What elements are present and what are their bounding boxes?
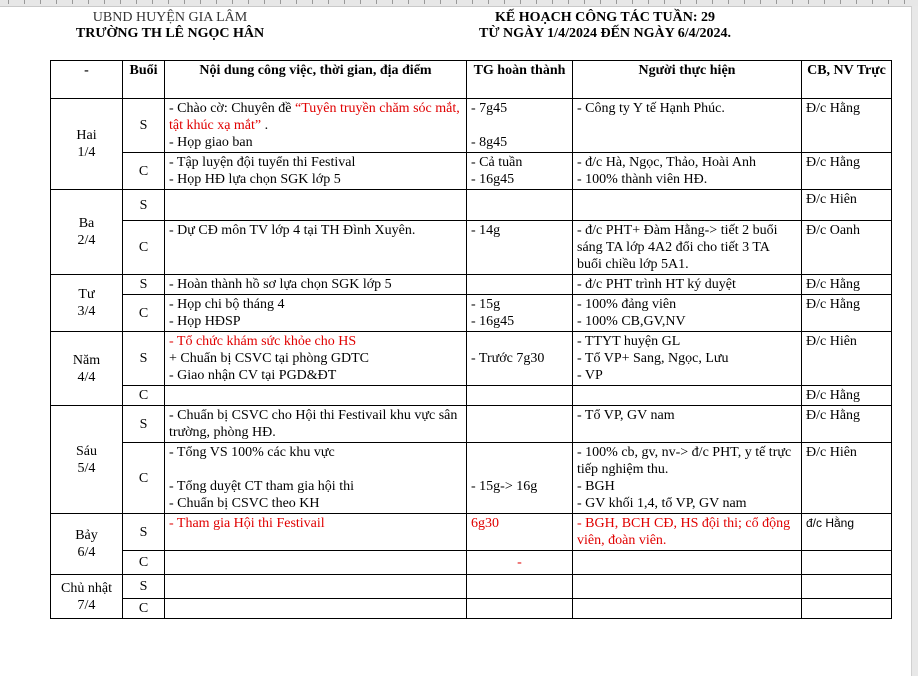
ruler-tick	[264, 0, 265, 4]
table-row	[51, 386, 892, 406]
person-cell: - Tổ VP, GV nam	[573, 406, 802, 443]
page-margin	[911, 6, 918, 676]
person-cell: - BGH, BCH CĐ, HS đội thi; cổ động viên, đoàn viên.	[573, 514, 802, 551]
person-text: - 100% đảng viên	[577, 297, 677, 312]
time-text: - Cả tuần	[471, 155, 523, 170]
col-header-time: TG hoàn thành	[467, 61, 573, 99]
duty-cell: Đ/c Hiên	[802, 443, 892, 514]
day-cell-monday	[51, 99, 123, 190]
ruler-tick	[120, 0, 121, 4]
district-name: UBND HUYỆN GIA LÂM	[92, 10, 248, 25]
ruler-tick	[504, 0, 505, 4]
plan-dates: TỪ NGÀY 1/4/2024 ĐẾN NGÀY 6/4/2024.	[479, 26, 731, 41]
ruler-tick	[536, 0, 537, 4]
person-text: - 100% CB,GV,NV	[577, 314, 686, 329]
ruler-tick	[456, 0, 457, 4]
table-row	[51, 514, 892, 551]
content-text: + Chuẩn bị CSVC tại phòng GDTC	[169, 351, 370, 366]
ruler-tick	[392, 0, 393, 4]
time-cell	[467, 153, 573, 190]
ruler-tick	[72, 0, 73, 4]
table-row	[51, 443, 892, 514]
content-text: - Tập luyện đội tuyển thi Festival	[169, 155, 356, 170]
table-header-row	[51, 61, 892, 99]
time-cell: - Trước 7g30	[467, 332, 573, 386]
person-cell	[573, 332, 802, 386]
ruler-tick	[808, 0, 809, 4]
person-cell	[573, 153, 802, 190]
ruler-tick	[472, 0, 473, 4]
content-cell	[165, 599, 467, 619]
day-name: Năm	[72, 352, 101, 368]
time-cell	[467, 599, 573, 619]
table-row	[51, 551, 892, 575]
person-text: - Tổ VP+ Sang, Ngọc, Lưu	[577, 351, 729, 366]
person-cell: - Công ty Y tế Hạnh Phúc.	[573, 99, 802, 153]
session-cell: S	[123, 99, 165, 153]
col-header-content: Nội dung công việc, thời gian, địa điểm	[165, 61, 467, 99]
content-text: - Họp giao ban	[169, 135, 253, 150]
content-cell	[165, 575, 467, 599]
session-cell: S	[123, 575, 165, 599]
duty-cell: Đ/c Hằng	[802, 99, 892, 153]
duty-cell: Đ/c Hằng	[802, 406, 892, 443]
col-header-duty: CB, NV Trực	[802, 61, 892, 99]
ruler-tick	[840, 0, 841, 4]
topic-highlight: “Tuyên truyền chăm sóc mắt, tật khúc xạ mắt”	[169, 101, 460, 133]
content-text: - Tổng duyệt CT tham gia hội thi	[169, 479, 354, 494]
ruler-tick	[424, 0, 425, 4]
time-cell	[467, 275, 573, 295]
ruler-tick	[888, 0, 889, 4]
content-text: - Tổng VS 100% các khu vực	[169, 445, 335, 460]
ruler-tick	[792, 0, 793, 4]
time-cell	[467, 575, 573, 599]
session-cell: C	[123, 551, 165, 575]
day-name: Hai	[76, 128, 97, 143]
duty-cell: Đ/c Hằng	[802, 275, 892, 295]
ruler-tick	[760, 0, 761, 4]
time-cell	[467, 406, 573, 443]
day-date: 4/4	[77, 369, 96, 385]
session-cell: S	[123, 332, 165, 386]
table-row	[51, 190, 892, 221]
person-text: - 100% cb, gv, nv-> đ/c PHT, y tế trực tiếp nghiệm thu.	[577, 445, 792, 477]
ruler-tick	[24, 0, 25, 4]
plan-title: KẾ HOẠCH CÔNG TÁC TUẦN: 29	[494, 10, 715, 25]
person-text: - TTYT huyện GL	[577, 334, 681, 349]
content-cell	[165, 443, 467, 514]
content-text: - Giao nhận CV tại PGD&ĐT	[169, 368, 337, 383]
ruler-tick	[88, 0, 89, 4]
day-cell-tuesday	[51, 190, 123, 275]
ruler-tick	[40, 0, 41, 4]
session-cell: C	[123, 599, 165, 619]
ruler-tick	[104, 0, 105, 4]
ruler-tick	[744, 0, 745, 4]
session-cell: S	[123, 275, 165, 295]
person-text: - đ/c Hà, Ngọc, Thảo, Hoài Anh	[577, 155, 756, 170]
day-name: Sáu	[76, 443, 97, 459]
ruler-tick	[152, 0, 153, 4]
content-cell	[165, 99, 467, 153]
ruler-tick	[136, 0, 137, 4]
table-row	[51, 153, 892, 190]
ruler-tick	[600, 0, 601, 4]
day-cell-saturday	[51, 514, 123, 575]
session-cell: S	[123, 406, 165, 443]
ruler-tick	[328, 0, 329, 4]
ruler-tick	[904, 0, 905, 4]
time-text: - 16g45	[471, 172, 515, 187]
session-cell: S	[123, 514, 165, 551]
content-cell: - Tham gia Hội thi Festivail	[165, 514, 467, 551]
day-cell-wednesday	[51, 275, 123, 332]
day-name: Bảy	[75, 528, 98, 543]
table-row	[51, 332, 892, 386]
content-text: - Họp HĐ lựa chọn SGK lớp 5	[169, 172, 341, 187]
ruler-tick	[680, 0, 681, 4]
ruler-tick	[488, 0, 489, 4]
ruler-tick	[344, 0, 345, 4]
content-text: .	[261, 118, 269, 133]
time-text: - 7g45	[471, 101, 508, 116]
content-text: - Họp chi bộ tháng 4	[169, 297, 285, 312]
time-cell	[467, 443, 573, 514]
person-cell	[573, 575, 802, 599]
person-text: - BGH	[577, 479, 615, 494]
ruler-tick	[824, 0, 825, 4]
ruler-tick	[312, 0, 313, 4]
content-cell	[165, 386, 467, 406]
person-cell: - đ/c PHT+ Đàm Hằng-> tiết 2 buổi sáng TA lớp 4A2 đổi cho tiết 3 TA buổi chiều lớp 5A1.	[573, 221, 802, 275]
person-cell	[573, 386, 802, 406]
ruler-tick	[856, 0, 857, 4]
content-cell: - Dự CĐ môn TV lớp 4 tại TH Đình Xuyên.	[165, 221, 467, 275]
ruler-tick	[248, 0, 249, 4]
day-date: 6/4	[77, 545, 96, 560]
session-cell: C	[123, 221, 165, 275]
time-cell	[467, 295, 573, 332]
content-text: - Chuẩn bị CSVC theo KH	[169, 496, 320, 511]
ruler-tick	[200, 0, 201, 4]
content-text: - Chào cờ: Chuyên đề	[169, 101, 295, 116]
session-cell: S	[123, 190, 165, 221]
time-cell: -	[467, 551, 573, 575]
day-name: Chủ nhật	[61, 580, 112, 596]
table-row	[51, 295, 892, 332]
ruler-tick	[872, 0, 873, 4]
ruler-tick	[696, 0, 697, 4]
duty-cell	[802, 575, 892, 599]
session-cell: C	[123, 386, 165, 406]
day-cell-sunday	[51, 575, 123, 619]
day-cell-friday	[51, 406, 123, 514]
content-cell: - Chuẩn bị CSVC cho Hội thi Festivail khu vực sân trường, phòng HĐ.	[165, 406, 467, 443]
ruler-tick	[616, 0, 617, 4]
ruler-tick	[296, 0, 297, 4]
day-date: 7/4	[77, 597, 96, 613]
ruler-tick	[232, 0, 233, 4]
time-cell	[467, 99, 573, 153]
session-cell: C	[123, 443, 165, 514]
person-text: - VP	[577, 368, 603, 383]
content-cell	[165, 153, 467, 190]
person-cell	[573, 599, 802, 619]
day-name: Tư	[78, 287, 95, 302]
person-cell	[573, 551, 802, 575]
duty-cell	[802, 599, 892, 619]
content-cell	[165, 190, 467, 221]
time-text: - 15g-> 16g	[471, 479, 538, 494]
table-row	[51, 221, 892, 275]
time-cell	[467, 386, 573, 406]
ruler-tick	[216, 0, 217, 4]
day-date: 1/4	[77, 145, 96, 160]
ruler-tick	[632, 0, 633, 4]
day-date: 2/4	[77, 233, 96, 248]
session-cell: C	[123, 153, 165, 190]
ruler-tick	[280, 0, 281, 4]
ruler-tick	[360, 0, 361, 4]
person-cell	[573, 443, 802, 514]
col-header-session: Buổi	[123, 61, 165, 99]
time-cell: 6g30	[467, 514, 573, 551]
col-header-person: Người thực hiện	[573, 61, 802, 99]
person-cell: - đ/c PHT trình HT ký duyệt	[573, 275, 802, 295]
ruler-tick	[168, 0, 169, 4]
day-cell-thursday	[51, 332, 123, 406]
duty-cell: Đ/c Hiên	[802, 190, 892, 221]
organization-header	[60, 10, 280, 42]
content-cell	[165, 332, 467, 386]
time-cell	[467, 190, 573, 221]
duty-cell	[802, 551, 892, 575]
content-cell	[165, 551, 467, 575]
ruler-tick	[552, 0, 553, 4]
content-cell	[165, 295, 467, 332]
ruler-tick	[376, 0, 377, 4]
duty-cell: Đ/c Oanh	[802, 221, 892, 275]
table-row	[51, 575, 892, 599]
time-text: - 15g	[471, 297, 501, 312]
person-cell	[573, 295, 802, 332]
ruler-tick	[728, 0, 729, 4]
duty-cell: đ/c Hằng	[802, 514, 892, 551]
day-name: Ba	[78, 216, 95, 231]
person-text: - GV khối 1,4, tổ VP, GV nam	[577, 496, 747, 511]
plan-header	[420, 10, 790, 42]
duty-cell: Đ/c Hiên	[802, 332, 892, 386]
table-row	[51, 599, 892, 619]
ruler-tick	[408, 0, 409, 4]
person-text: - 100% thành viên HĐ.	[577, 172, 708, 187]
ruler-tick	[664, 0, 665, 4]
duty-cell: Đ/c Hằng	[802, 295, 892, 332]
session-cell: C	[123, 295, 165, 332]
ruler-tick	[56, 0, 57, 4]
day-date: 5/4	[77, 460, 96, 476]
ruler-tick	[776, 0, 777, 4]
document-ruler[interactable]	[0, 0, 918, 7]
ruler-tick	[184, 0, 185, 4]
ruler-tick	[712, 0, 713, 4]
day-date: 3/4	[77, 304, 96, 319]
table-row	[51, 275, 892, 295]
table-row	[51, 99, 892, 153]
content-text: - Tổ chức khám sức khỏe cho HS	[169, 334, 357, 349]
ruler-tick	[568, 0, 569, 4]
person-cell	[573, 190, 802, 221]
duty-cell: Đ/c Hằng	[802, 386, 892, 406]
ruler-tick	[440, 0, 441, 4]
time-text: - 16g45	[471, 314, 515, 329]
content-cell: - Hoàn thành hồ sơ lựa chọn SGK lớp 5	[165, 275, 467, 295]
ruler-tick	[648, 0, 649, 4]
col-header-day: -	[51, 61, 123, 99]
duty-cell: Đ/c Hằng	[802, 153, 892, 190]
weekly-schedule-table	[50, 60, 892, 619]
school-name: TRƯỜNG TH LÊ NGỌC HÂN	[75, 26, 265, 41]
ruler-tick	[584, 0, 585, 4]
time-text: - 8g45	[471, 135, 508, 150]
ruler-tick	[8, 0, 9, 4]
ruler-tick	[520, 0, 521, 4]
table-row	[51, 406, 892, 443]
time-cell: - 14g	[467, 221, 573, 275]
content-text: - Họp HĐSP	[169, 314, 241, 329]
